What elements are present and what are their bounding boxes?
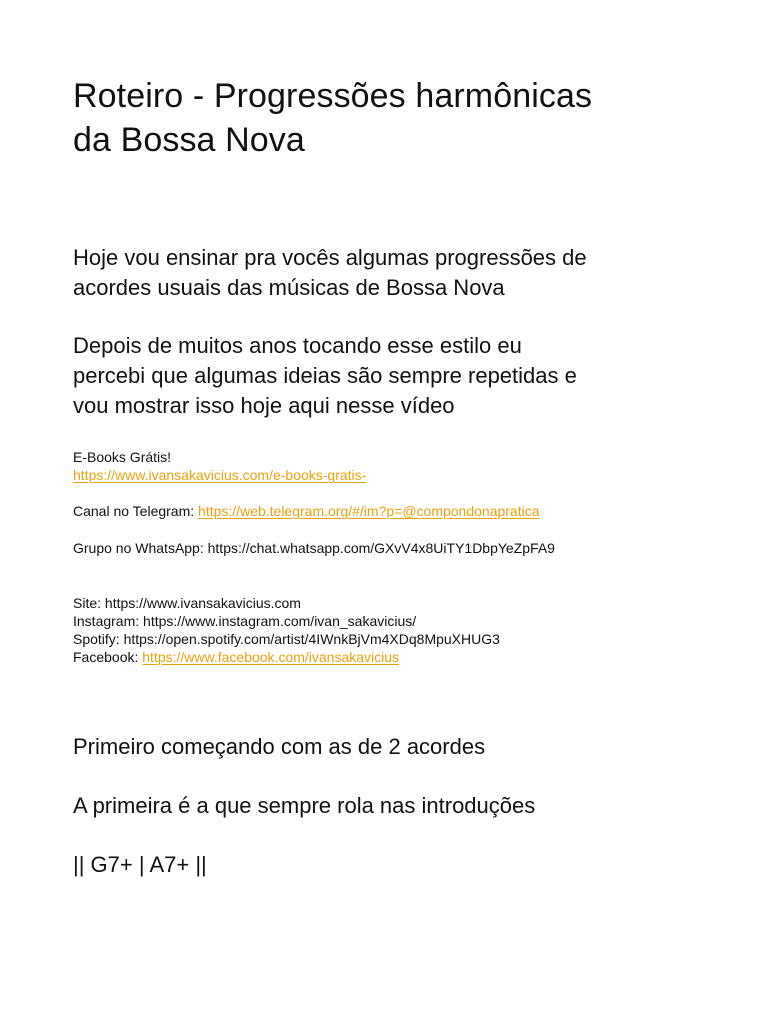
intro1-line-1: Hoje vou ensinar pra vocês algumas progressões de [73, 245, 587, 270]
intro-paragraph-2 [73, 331, 733, 421]
page-title [73, 74, 733, 162]
facebook-line [73, 648, 733, 666]
section1-text: Primeiro começando com as de 2 acordes [73, 734, 486, 759]
intro2-line-3: vou mostrar isso hoje aqui nesse vídeo [73, 393, 455, 418]
intro1-line-2: acordes usuais das músicas de Bossa Nova [73, 275, 505, 300]
title-line-1: Roteiro - Progressões harmônicas [73, 77, 593, 115]
ebooks-label: E-Books Grátis! [73, 449, 172, 465]
social-links-block [73, 594, 733, 666]
facebook-label: Facebook: [73, 649, 143, 665]
intro2-line-1: Depois de muitos anos tocando esse estilo eu [73, 333, 522, 358]
section-heading-1 [73, 732, 733, 762]
telegram-link[interactable]: https://web.telegram.org/#/im?p=@compondonapratica [198, 503, 540, 519]
whatsapp-line [73, 539, 733, 557]
telegram-line [73, 502, 733, 520]
site-text: Site: https://www.ivansakavicius.com [73, 595, 301, 611]
section2-text: A primeira é a que sempre rola nas introduções [73, 793, 536, 818]
intro-paragraph-1 [73, 243, 733, 303]
facebook-link[interactable]: https://www.facebook.com/ivansakavicius [142, 649, 400, 665]
whatsapp-text: Grupo no WhatsApp: https://chat.whatsapp.com/GXvV4x8UiTY1DbpYeZpFA9 [73, 540, 555, 556]
title-line-2: da Bossa Nova [73, 121, 305, 159]
instagram-text: Instagram: https://www.instagram.com/ivan_sakavicius/ [73, 613, 417, 629]
section-heading-2 [73, 791, 733, 821]
telegram-label: Canal no Telegram: [73, 503, 199, 519]
intro2-line-2: percebi que algumas ideias são sempre repetidas e [73, 363, 577, 388]
ebooks-block [73, 448, 733, 484]
spotify-text: Spotify: https://open.spotify.com/artist/4IWnkBjVm4XDq8MpuXHUG3 [73, 631, 500, 647]
chords-text: || G7+ | A7+ || [73, 852, 207, 877]
ebooks-link[interactable]: https://www.ivansakavicius.com/e-books-gratis- [73, 467, 367, 483]
chord-progression [73, 850, 733, 880]
